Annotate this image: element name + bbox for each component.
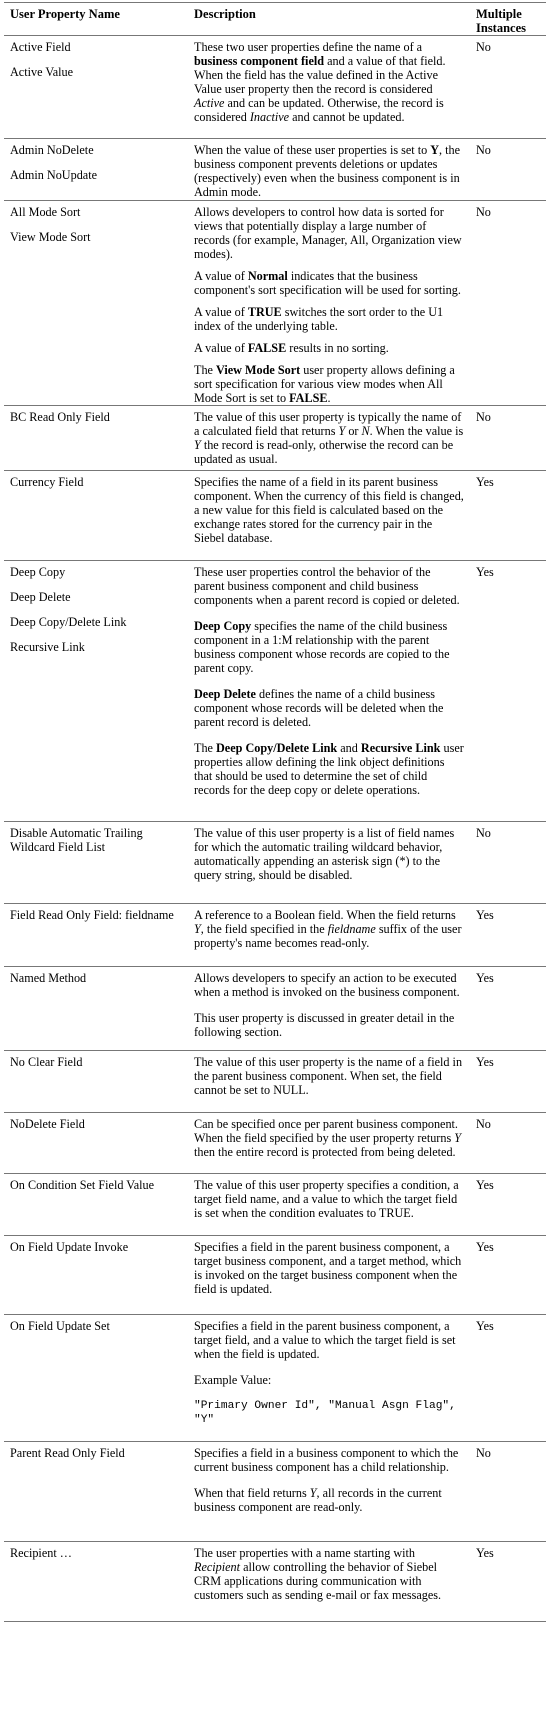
table-row-recipient <box>10 1546 190 1560</box>
multiple-instances-value: No <box>476 1117 491 1131</box>
table-bottom-rule <box>4 1621 546 1622</box>
property-name: No Clear Field <box>10 1055 83 1069</box>
table-row-no-clear <box>10 1055 190 1069</box>
multiple-instances-value: Yes <box>476 565 494 579</box>
table-row-on-condition <box>10 1178 190 1192</box>
table-top-rule <box>4 2 546 3</box>
property-description: Allows developers to control how data is sorted for views that potentially display a large number of records (for example, Manager, All, Organization view modes). A value of Normal indicates that the business component's sort specification will be used for sorting. A value of TRUE switches the sort order to the U1 index of the underlying table. A value of FALSE results in no sorting. The View Mode Sort user property allows defining a sort specification for various view modes when All Mode Sort is set to FALSE. <box>194 205 462 405</box>
property-name: On Field Update Set <box>10 1319 110 1333</box>
multiple-instances-value: Yes <box>476 1055 494 1069</box>
column-header-description: Description <box>194 7 256 21</box>
row-rule <box>4 1441 546 1442</box>
multiple-instances-value: Yes <box>476 1319 494 1333</box>
property-name: Active Field <box>10 40 71 54</box>
table-row-admin <box>10 143 190 182</box>
header-rule <box>4 35 546 36</box>
property-description: Specifies a field in the parent business component, a target field, and a value to which the target field is set when the field is updated. Example Value: "Primary Owner Id", "Manual Asgn Flag", "Y" <box>194 1319 456 1426</box>
property-description: A reference to a Boolean field. When the field returns Y, the field specified in the fieldname suffix of the user property's name becomes read-only. <box>194 908 462 950</box>
property-name: BC Read Only Field <box>10 410 110 424</box>
property-name: Recursive Link <box>10 640 85 654</box>
table-row-update-set <box>10 1319 190 1333</box>
property-name: View Mode Sort <box>10 230 91 244</box>
row-rule <box>4 470 546 471</box>
row-rule <box>4 405 546 406</box>
property-description: The value of this user property specifies a condition, a target field name, and a value to which the target field is set when the condition evaluates to TRUE. <box>194 1178 459 1220</box>
table-row-bc-read-only <box>10 410 190 424</box>
row-rule <box>4 1112 546 1113</box>
property-description: Specifies a field in a business component to which the current business component has a child relationship. When that field returns Y, all records in the current business component are read-only. <box>194 1446 459 1514</box>
property-name: Deep Copy <box>10 565 66 579</box>
column-header-multiple: Multiple Instances <box>476 7 527 35</box>
property-description: These two user properties define the name of a business component field and a value of that field. When the field has the value defined in the Active Value user property then the record is considered Active and can be updated. Otherwise, the record is considered Inactive and cannot be updated. <box>194 40 446 124</box>
multiple-instances-value: Yes <box>476 1240 494 1254</box>
row-rule <box>4 560 546 561</box>
property-name: Field Read Only Field: fieldname <box>10 908 174 922</box>
row-rule <box>4 1173 546 1174</box>
multiple-instances-value: Yes <box>476 971 494 985</box>
property-description: The value of this user property is a list of field names for which the automatic trailing wildcard behavior, automatically appending an asterisk sign (*) to the query string, should be disabled. <box>194 826 455 882</box>
property-name: On Field Update Invoke <box>10 1240 129 1254</box>
multiple-instances-value: No <box>476 826 491 840</box>
table-row-parent-read-only <box>10 1446 190 1460</box>
property-description: The value of this user property is typically the name of a calculated field that returns Y or N. When the value is Y the record is read-only, otherwise the record can be updated as usual. <box>194 410 464 466</box>
property-name: Deep Delete <box>10 590 71 604</box>
row-rule <box>4 821 546 822</box>
column-header-name: User Property Name <box>10 7 120 21</box>
multiple-instances-value: No <box>476 40 491 54</box>
multiple-instances-value: Yes <box>476 1178 494 1192</box>
property-name: NoDelete Field <box>10 1117 85 1131</box>
property-description: Specifies the name of a field in its parent business component. When the currency of this field is changed, a new value for this field is calculated based on the exchange rates stored for the currency pair in the Siebel database. <box>194 475 464 545</box>
multiple-instances-value: No <box>476 410 491 424</box>
table-row-active <box>10 40 190 79</box>
property-description: Can be specified once per parent business component. When the field specified by the user property returns Y then the entire record is protected from being deleted. <box>194 1117 462 1159</box>
row-rule <box>4 1541 546 1542</box>
property-name: Disable Automatic Trailing Wildcard Field List <box>10 826 143 854</box>
property-name: All Mode Sort <box>10 205 81 219</box>
multiple-instances-value: Yes <box>476 475 494 489</box>
table-row-deep-copy <box>10 565 190 654</box>
property-name: Active Value <box>10 65 74 79</box>
property-name: Recipient … <box>10 1546 72 1560</box>
property-description: When the value of these user properties is set to Y, the business component prevents deletions or updates (respectively) even when the business component is in Admin mode. <box>194 143 461 199</box>
property-name: Admin NoDelete <box>10 143 94 157</box>
property-description: Allows developers to specify an action to be executed when a method is invoked on the business component. This user property is discussed in greater detail in the following section. <box>194 971 460 1039</box>
row-rule <box>4 1235 546 1236</box>
table-row-currency <box>10 475 190 489</box>
table-row-update-invoke <box>10 1240 190 1254</box>
property-description: The user properties with a name starting with Recipient allow controlling the behavior of Siebel CRM applications during communication with customers such as sending e-mail or fax messages. <box>194 1546 442 1602</box>
multiple-instances-value: Yes <box>476 908 494 922</box>
property-name: Deep Copy/Delete Link <box>10 615 127 629</box>
row-rule <box>4 966 546 967</box>
multiple-instances-value: Yes <box>476 1546 494 1560</box>
multiple-instances-value: No <box>476 1446 491 1460</box>
row-rule <box>4 1050 546 1051</box>
row-rule <box>4 138 546 139</box>
property-name: Named Method <box>10 971 87 985</box>
table-row-nodelete <box>10 1117 190 1131</box>
table-row-named-method <box>10 971 190 985</box>
property-name: Currency Field <box>10 475 84 489</box>
table-row-wildcard <box>10 826 190 854</box>
property-description: Specifies a field in the parent business component, a target business component, and a target method, which is invoked on the target business component when the field is updated. <box>194 1240 462 1296</box>
multiple-instances-value: No <box>476 205 491 219</box>
table-row-sort <box>10 205 190 244</box>
property-description: The value of this user property is the name of a field in the parent business component. When set, the field cannot be set to NULL. <box>194 1055 463 1097</box>
property-name: On Condition Set Field Value <box>10 1178 154 1192</box>
multiple-instances-value: No <box>476 143 491 157</box>
row-rule <box>4 200 546 201</box>
property-description: These user properties control the behavior of the parent business component and child business components when a parent record is copied or deleted. Deep Copy specifies the name of the child business component in a 1:M relationship with the parent business component whose records are copied to the parent copy. Deep Delete defines the name of a child business component whose records will be deleted when the parent record is deleted. The Deep Copy/Delete Link and Recursive Link user properties allow defining the link object definitions that should be used to determine the set of child records for the deep copy or delete operations. <box>194 565 464 797</box>
row-rule <box>4 903 546 904</box>
table-row-field-read-only <box>10 908 190 922</box>
property-name: Parent Read Only Field <box>10 1446 125 1460</box>
row-rule <box>4 1314 546 1315</box>
property-name: Admin NoUpdate <box>10 168 97 182</box>
